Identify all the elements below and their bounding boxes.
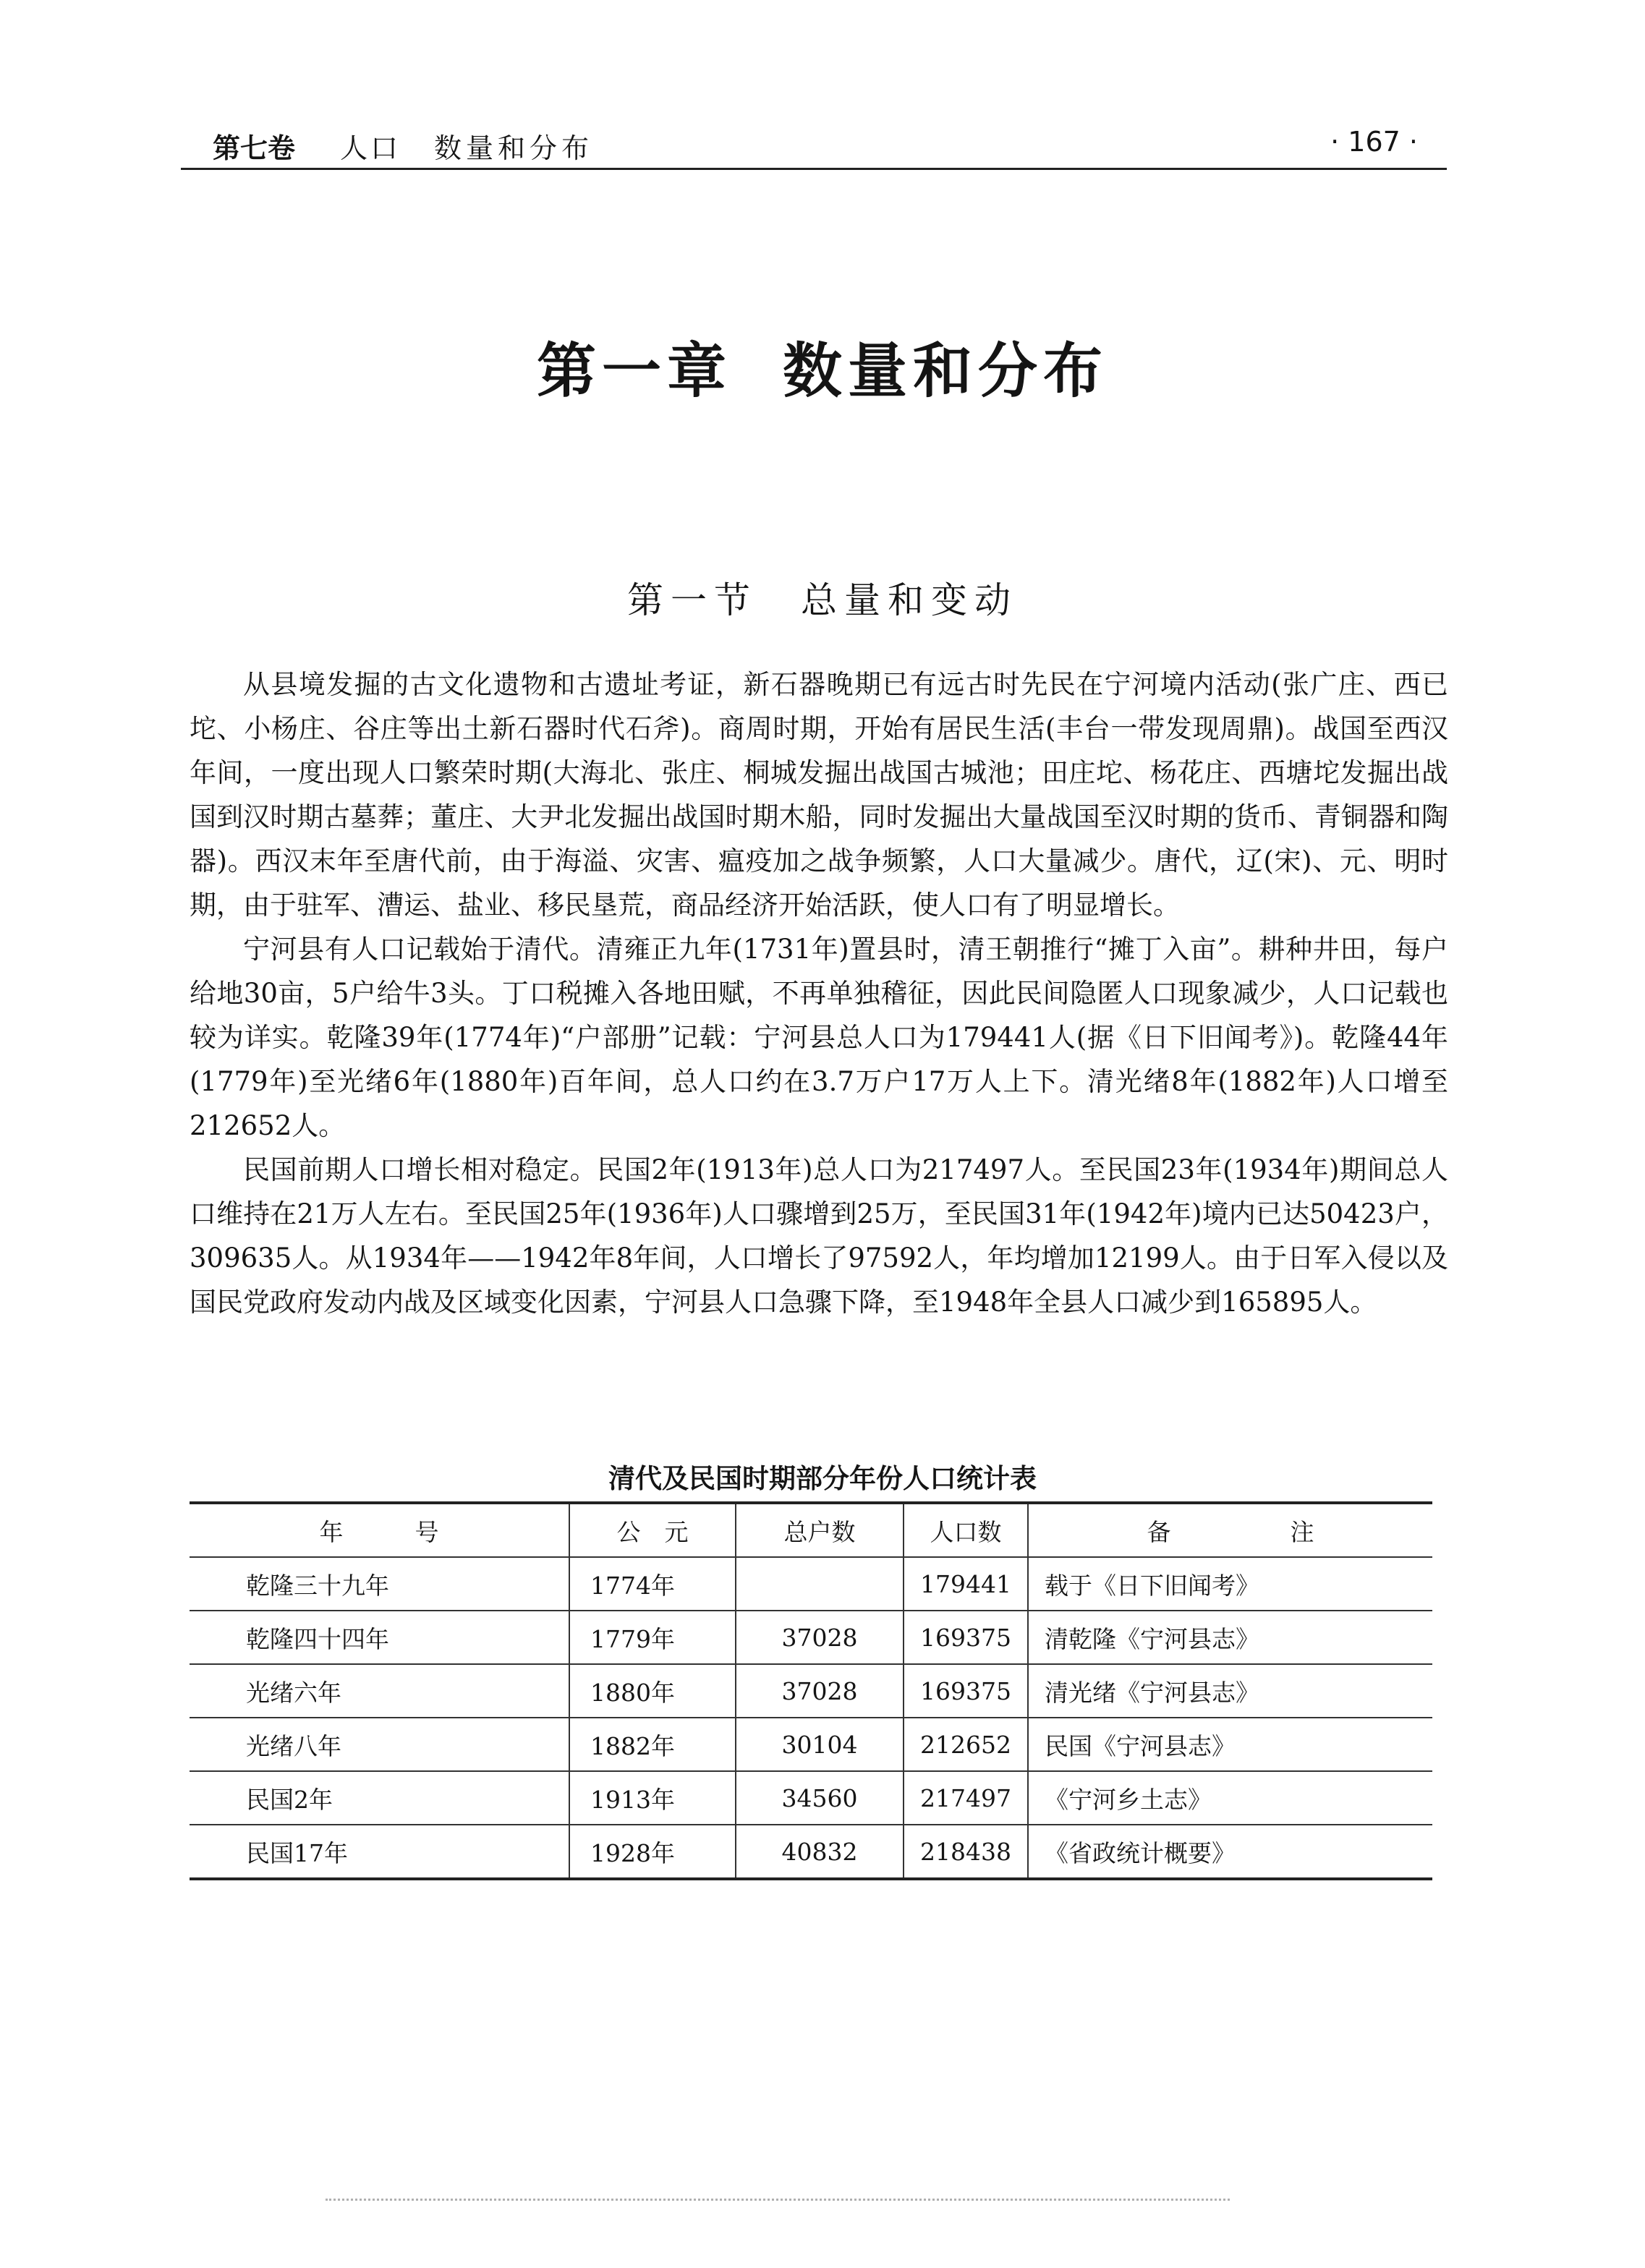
cell-population: 212652 [904,1718,1028,1771]
cell-households: 40832 [736,1825,904,1879]
cell-reign: 民国17年 [190,1825,569,1879]
cell-reign: 民国2年 [190,1771,569,1825]
cell-households [736,1557,904,1611]
section-title [0,571,1645,623]
scan-artifact-divider [326,2199,1230,2201]
cell-year: 1913年 [569,1771,736,1825]
header-volume: 第七卷 [213,132,296,164]
cell-population: 169375 [904,1664,1028,1718]
cell-households: 34560 [736,1771,904,1825]
header-reign: 年 号 [190,1503,569,1557]
population-table [190,1501,1432,1880]
cell-note: 清乾隆《宁河县志》 [1028,1611,1432,1664]
cell-note: 民国《宁河县志》 [1028,1718,1432,1771]
cell-households: 37028 [736,1664,904,1718]
table-row [190,1557,1432,1611]
cell-year: 1774年 [569,1557,736,1611]
chapter-name: 数量和分布 [783,337,1109,406]
cell-households: 30104 [736,1718,904,1771]
cell-reign: 乾隆四十四年 [190,1611,569,1664]
chapter-title [0,324,1645,409]
table-row [190,1718,1432,1771]
header-population: 人口数 [904,1503,1028,1557]
header-year: 公 元 [569,1503,736,1557]
paragraph: 从县境发掘的古文化遗物和古遗址考证，新石器晚期已有远古时先民在宁河境内活动(张广庄、西已坨、小杨庄、谷庄等出土新石器时代石斧)。商周时期，开始有居民生活(丰台一带发现周鼎)。战国至西汉年间，一度出现人口繁荣时期(大海北、张庄、桐城发掘出战国古城池；田庄坨、杨花庄、西塘坨发掘出战国到汉时期古墓葬；董庄、大尹北发掘出战国时期木船，同时发掘出大量战国至汉时期的货币、青铜器和陶器)。西汉末年至唐代前，由于海溢、灾害、瘟疫加之战争频繁，人口大量减少。唐代，辽(宋)、元、明时期，由于驻军、漕运、盐业、移民垦荒，商品经济开始活跃，使人口有了明显增长。 [190,669,1448,921]
cell-population: 179441 [904,1557,1028,1611]
header-households: 总户数 [736,1503,904,1557]
cell-population: 217497 [904,1771,1028,1825]
cell-reign: 光绪六年 [190,1664,569,1718]
header-chapter: 数量和分布 [434,132,594,164]
section-number: 第一节 [627,579,757,621]
header-notes: 备 注 [1028,1503,1432,1557]
cell-year: 1779年 [569,1611,736,1664]
chapter-number: 第一章 [536,337,732,406]
body-text [190,662,1448,1324]
paragraph: 宁河县有人口记载始于清代。清雍正九年(1731年)置县时，清王朝推行“摊丁入亩”。耕种井田，每户给地30亩，5户给牛3头。丁口税摊入各地田赋，不再单独稽征，因此民间隐匿人口现象减少，人口记载也较为详实。乾隆39年(1774年)“户部册”记载：宁河县总人口为179441人(据《日下旧闻考》)。乾隆44年(1779年)至光绪6年(1880年)百年间，总人口约在3.7万户17万人上下。清光绪8年(1882年)人口增至212652人。 [190,934,1448,1141]
table-row [190,1611,1432,1664]
running-header [181,123,1447,170]
cell-population: 169375 [904,1611,1028,1664]
table-title: 清代及民国时期部分年份人口统计表 [608,1463,1037,1494]
cell-note: 《宁河乡土志》 [1028,1771,1432,1825]
table-row [190,1825,1432,1879]
paragraph: 民国前期人口增长相对稳定。民国2年(1913年)总人口为217497人。至民国23年(1934年)期间总人口维持在21万人左右。至民国25年(1936年)人口骤增到25万，至民国31年(1942年)境内已达50423户，309635人。从1934年——1942年8年间，人口增长了97592人，年均增加12199人。由于日军入侵以及国民党政府发动内战及区域变化因素，宁河县人口急骤下降，至1948年全县人口减少到165895人。 [190,1154,1448,1318]
header-section: 人口 [340,132,401,164]
cell-year: 1880年 [569,1664,736,1718]
cell-note: 载于《日下旧闻考》 [1028,1557,1432,1611]
cell-population: 218438 [904,1825,1028,1879]
table-header-row [190,1503,1432,1557]
cell-reign: 乾隆三十九年 [190,1557,569,1611]
cell-year: 1928年 [569,1825,736,1879]
cell-note: 清光绪《宁河县志》 [1028,1664,1432,1718]
page-number: · 167 · [1330,126,1418,158]
cell-note: 《省政统计概要》 [1028,1825,1432,1879]
cell-year: 1882年 [569,1718,736,1771]
table-row [190,1664,1432,1718]
section-name: 总量和变动 [801,579,1018,621]
table-row [190,1771,1432,1825]
cell-households: 37028 [736,1611,904,1664]
cell-reign: 光绪八年 [190,1718,569,1771]
